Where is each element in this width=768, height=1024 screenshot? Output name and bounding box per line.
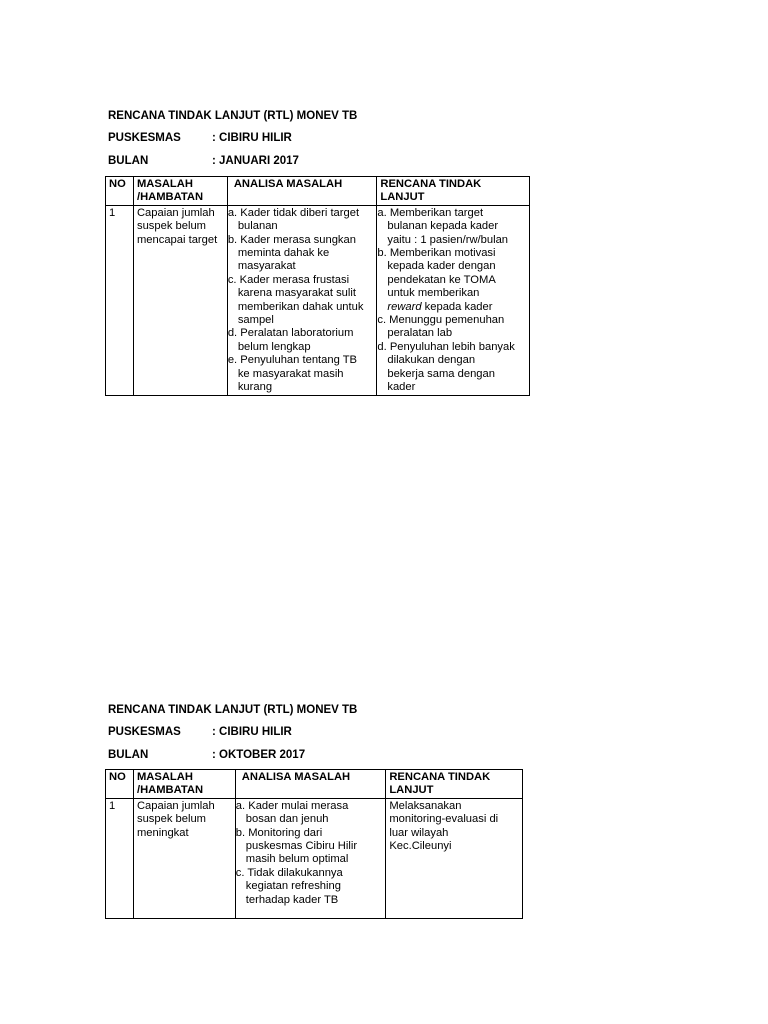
rtl-table-1	[105, 176, 530, 396]
table-header-row	[106, 770, 523, 799]
bulan-value: : OKTOBER 2017	[212, 749, 306, 761]
header-no: NO	[106, 770, 134, 799]
cell-masalah: Capaian jumlah suspek belum mencapai target	[133, 205, 227, 395]
table-header-row	[106, 177, 530, 206]
header-rencana: RENCANA TINDAK LANJUT	[386, 770, 523, 799]
cell-analisa	[235, 798, 386, 918]
section1-title: RENCANA TINDAK LANJUT (RTL) MONEV TB	[108, 110, 358, 122]
header-analisa: ANALISA MASALAH	[227, 177, 377, 206]
header-masalah: MASALAH /HAMBATAN	[133, 177, 227, 206]
analisa-item-d: d. Peralatan laboratorium belum lengkap	[227, 327, 354, 353]
rencana-item-d: d. Penyuluhan lebih banyak dilakukan dengan bekerja sama dengan kader	[377, 340, 515, 394]
table-row	[106, 205, 530, 395]
puskesmas-value: : CIBIRU HILIR	[212, 132, 292, 144]
cell-analisa	[227, 205, 377, 395]
rencana-item-b: b. Memberikan motivasi kepada kader dengan pendekatan ke TOMA untuk memberikan reward kepada kader	[377, 247, 496, 313]
cell-masalah: Capaian jumlah suspek belum meningkat	[133, 798, 235, 918]
cell-no: 1	[106, 205, 134, 395]
analisa-item-e: e. Penyuluhan tentang TB ke masyarakat masih kurang	[227, 354, 358, 394]
section2-title: RENCANA TINDAK LANJUT (RTL) MONEV TB	[108, 704, 358, 716]
cell-rencana	[377, 205, 530, 395]
bulan-label: BULAN	[108, 749, 149, 761]
table-row	[106, 798, 523, 918]
section1-puskesmas	[108, 132, 292, 144]
section2-bulan	[108, 749, 305, 761]
analisa-item-c: c. Tidak dilakukannya kegiatan refreshing terhadap kader TB	[235, 866, 343, 906]
analisa-item-a: a. Kader tidak diberi target bulanan	[227, 206, 360, 233]
rtl-table-2	[105, 769, 523, 919]
puskesmas-value: : CIBIRU HILIR	[212, 726, 292, 738]
header-rencana: RENCANA TINDAK LANJUT	[377, 177, 530, 206]
puskesmas-label: PUSKESMAS	[108, 726, 181, 738]
header-no: NO	[106, 177, 134, 206]
analisa-item-b: b. Kader merasa sungkan meminta dahak ke masyarakat	[227, 233, 356, 273]
analisa-item-c: c. Kader merasa frustasi karena masyarakat sulit memberikan dahak untuk sampel	[227, 273, 364, 327]
header-masalah: MASALAH /HAMBATAN	[133, 770, 235, 799]
rencana-item-a: a. Memberikan target bulanan kepada kader yaitu : 1 pasien/rw/bulan	[377, 206, 509, 246]
bulan-label: BULAN	[108, 155, 149, 167]
cell-no: 1	[106, 798, 134, 918]
puskesmas-label: PUSKESMAS	[108, 132, 181, 144]
section2-puskesmas	[108, 726, 292, 738]
cell-rencana: Melaksanakan monitoring-evaluasi di luar wilayah Kec.Cileunyi	[386, 798, 523, 918]
section1-bulan	[108, 155, 299, 167]
rencana-item-c: c. Menunggu pemenuhan peralatan lab	[377, 314, 505, 340]
analisa-item-a: a. Kader mulai merasa bosan dan jenuh	[235, 799, 349, 826]
bulan-value: : JANUARI 2017	[212, 155, 299, 167]
analisa-item-b: b. Monitoring dari puskesmas Cibiru Hilir masih belum optimal	[235, 826, 358, 866]
header-analisa: ANALISA MASALAH	[235, 770, 386, 799]
